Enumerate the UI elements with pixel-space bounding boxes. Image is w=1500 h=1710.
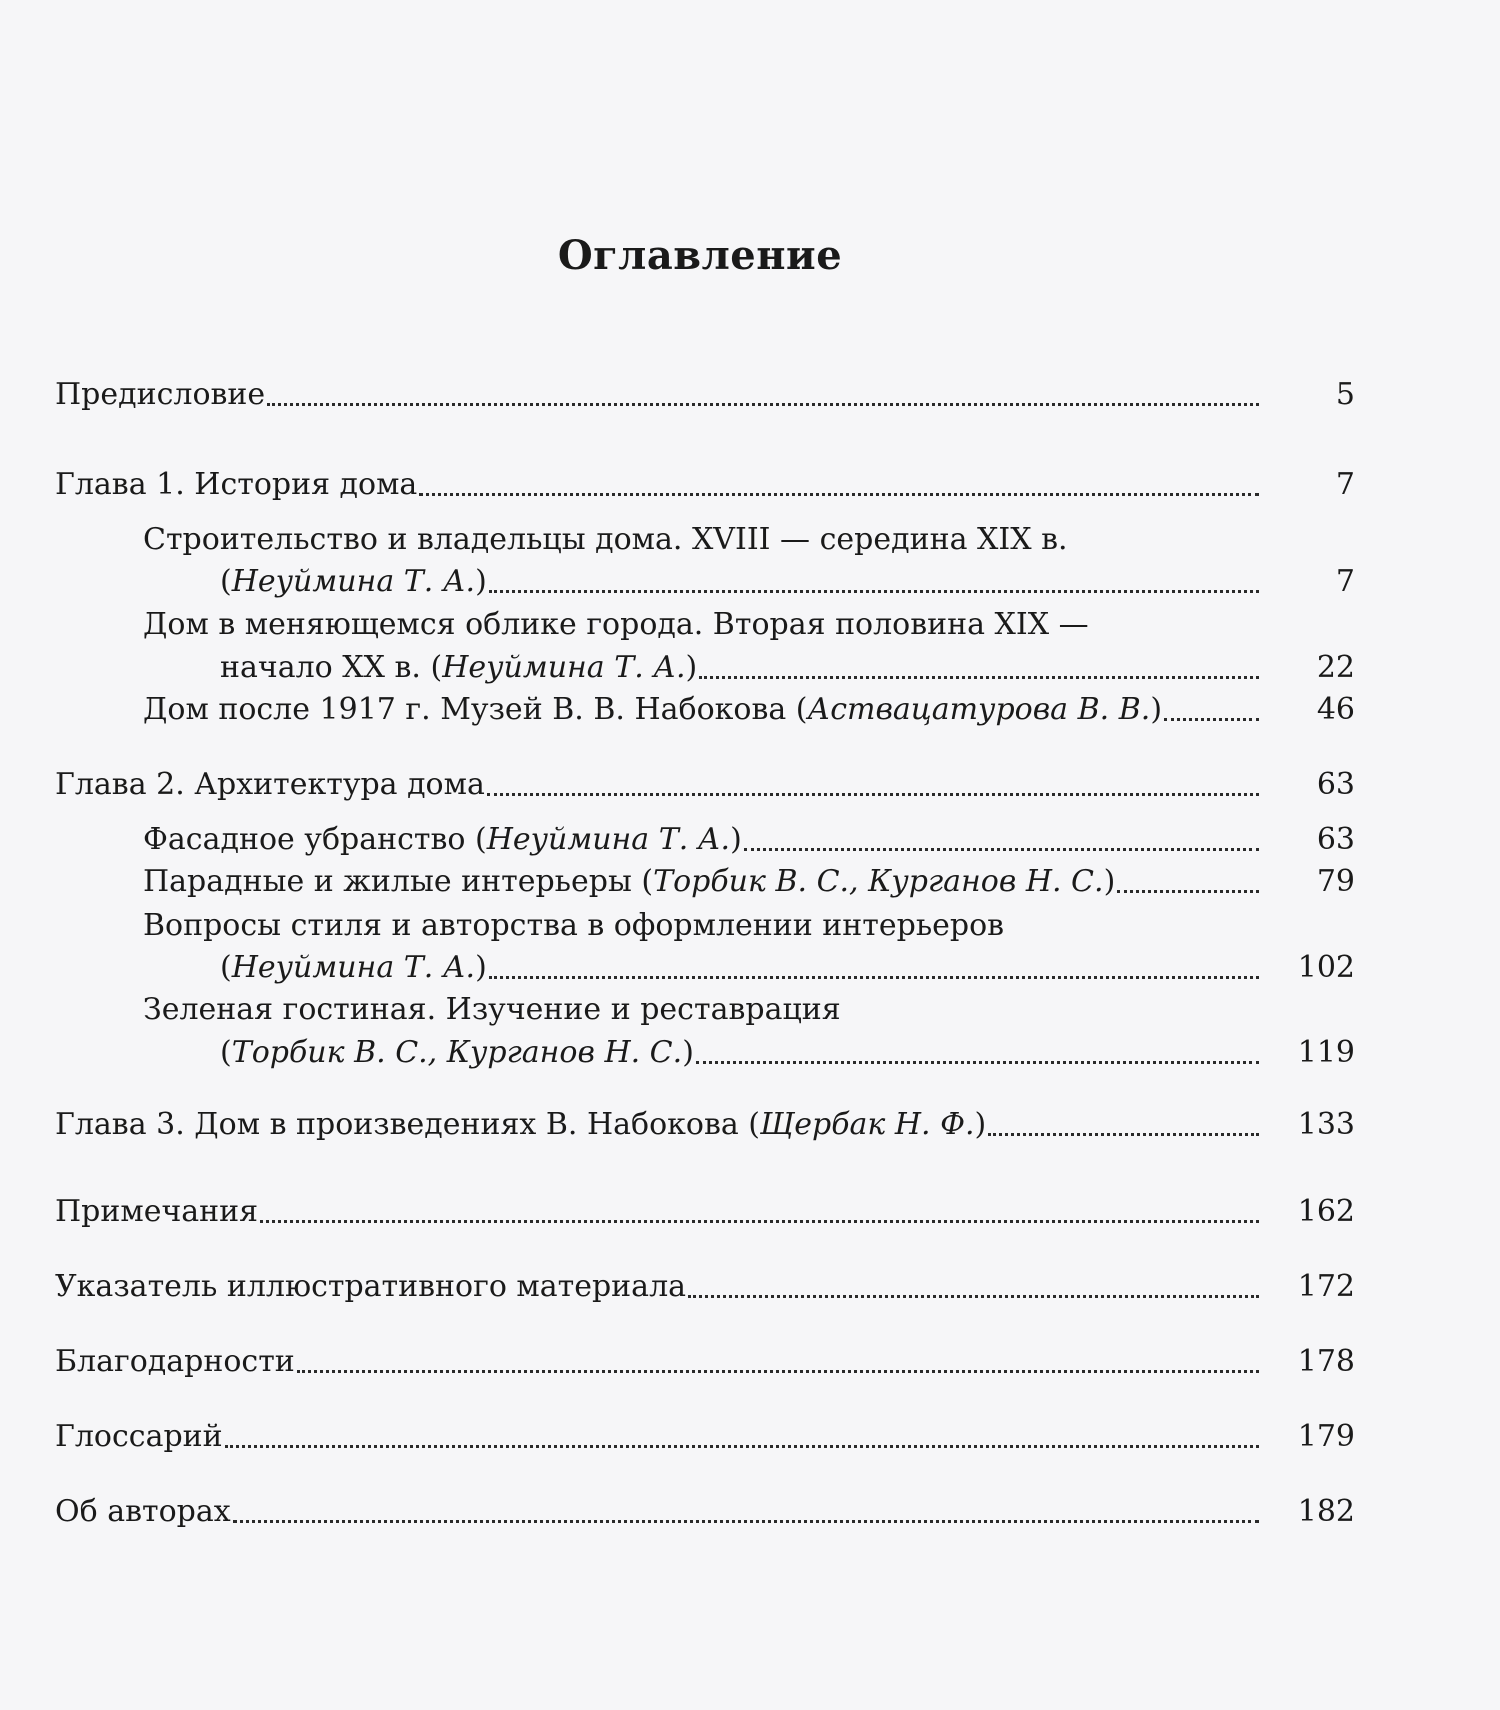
toc-entry-glossary[interactable] (55, 1417, 1355, 1457)
leader-dots (297, 1369, 1259, 1373)
toc-entry-text: Фасадное убранство (Неуймина Т. А.) (143, 822, 742, 857)
toc-entry-text: Дом после 1917 г. Музей В. В. Набокова (Аствацатурова В. В.) (143, 692, 1163, 727)
leader-dots (225, 1444, 1259, 1448)
leader-dots (489, 975, 1259, 979)
leader-dots (1164, 717, 1259, 721)
toc-entry-text: начало XX в. (Неуймина Т. А.) (220, 650, 698, 685)
toc-entry-text[interactable]: Дом в меняющемся облике города. Вторая половина XIX — (143, 607, 1089, 642)
toc-entry-author: (Неуймина Т. А.) (220, 564, 487, 599)
toc-entry-text: Глава 2. Архитектура дома (55, 767, 485, 802)
toc-entry-text: Глоссарий (55, 1419, 223, 1454)
leader-dots (260, 1219, 1259, 1223)
toc-page-number: 172 (1297, 1269, 1355, 1304)
toc-page-number: 133 (1297, 1107, 1355, 1142)
leader-dots (699, 675, 1259, 679)
toc-page-number: 102 (1297, 950, 1355, 985)
toc-entry-green-room[interactable] (55, 1033, 1355, 1073)
toc-entry-illustrations-index[interactable] (55, 1267, 1355, 1307)
toc-page-number: 5 (1335, 377, 1355, 412)
toc-page-number: 63 (1316, 822, 1355, 857)
toc-entry-text: Парадные и жилые интерьеры (Торбик В. С., Курганов Н. С.) (143, 864, 1116, 899)
toc-page-number: 79 (1316, 864, 1355, 899)
toc-page-number: 182 (1297, 1494, 1355, 1529)
toc-entry-text: Об авторах (55, 1494, 231, 1529)
toc-entry-text[interactable]: Зеленая гостиная. Изучение и реставрация (143, 992, 841, 1027)
toc-page-number: 7 (1335, 564, 1355, 599)
toc-entry-about-authors[interactable] (55, 1492, 1355, 1532)
toc-entry-author: (Торбик В. С., Курганов Н. С.) (220, 1035, 694, 1070)
toc-entry-facade[interactable] (55, 820, 1355, 860)
leader-dots (487, 792, 1259, 796)
leader-dots (1117, 889, 1259, 893)
toc-page-number: 7 (1335, 467, 1355, 502)
toc-entry-chapter-1[interactable] (55, 465, 1355, 505)
toc-entry-style-questions[interactable] (55, 948, 1355, 988)
leader-dots (744, 847, 1259, 851)
toc-entry-interiors[interactable] (55, 862, 1355, 902)
leader-dots (267, 402, 1259, 406)
toc-page-number: 63 (1316, 767, 1355, 802)
toc-page-number: 46 (1316, 692, 1355, 727)
toc-page-number: 178 (1297, 1344, 1355, 1379)
toc-entry-text: Указатель иллюстративного материала (55, 1269, 687, 1304)
toc-entry-text: Глава 1. История дома (55, 467, 418, 502)
toc-entry-text: Примечания (55, 1194, 259, 1229)
leader-dots (696, 1060, 1259, 1064)
toc-entry-text[interactable]: Строительство и владельцы дома. XVIII — середина XIX в. (143, 522, 1068, 557)
toc-entry-changing-city[interactable] (55, 648, 1355, 688)
toc-entry-acknowledgements[interactable] (55, 1342, 1355, 1382)
toc-entry-author: (Неуймина Т. А.) (220, 950, 487, 985)
toc-entry-chapter-3[interactable] (55, 1105, 1355, 1145)
toc-entry-text: Глава 3. Дом в произведениях В. Набокова (Щербак Н. Ф.) (55, 1107, 987, 1142)
leader-dots (489, 589, 1259, 593)
toc-entry-chapter-2[interactable] (55, 765, 1355, 805)
toc-page-number: 22 (1316, 650, 1355, 685)
toc-page-number: 179 (1297, 1419, 1355, 1454)
toc-page-number: 119 (1297, 1035, 1355, 1070)
page-title: Оглавление (557, 232, 843, 279)
toc-entry-notes[interactable] (55, 1192, 1355, 1232)
leader-dots (419, 492, 1259, 496)
toc-entry-text[interactable]: Вопросы стиля и авторства в оформлении интерьеров (143, 908, 1005, 943)
toc-entry-construction[interactable] (55, 562, 1355, 602)
toc-page-number: 162 (1297, 1194, 1355, 1229)
leader-dots (688, 1294, 1259, 1298)
toc-entry-after-1917[interactable] (55, 690, 1355, 730)
leader-dots (988, 1132, 1259, 1136)
toc-entry-preface[interactable] (55, 375, 1355, 415)
leader-dots (233, 1519, 1259, 1523)
toc-entry-text: Предисловие (55, 377, 266, 412)
toc-entry-text: Благодарности (55, 1344, 295, 1379)
